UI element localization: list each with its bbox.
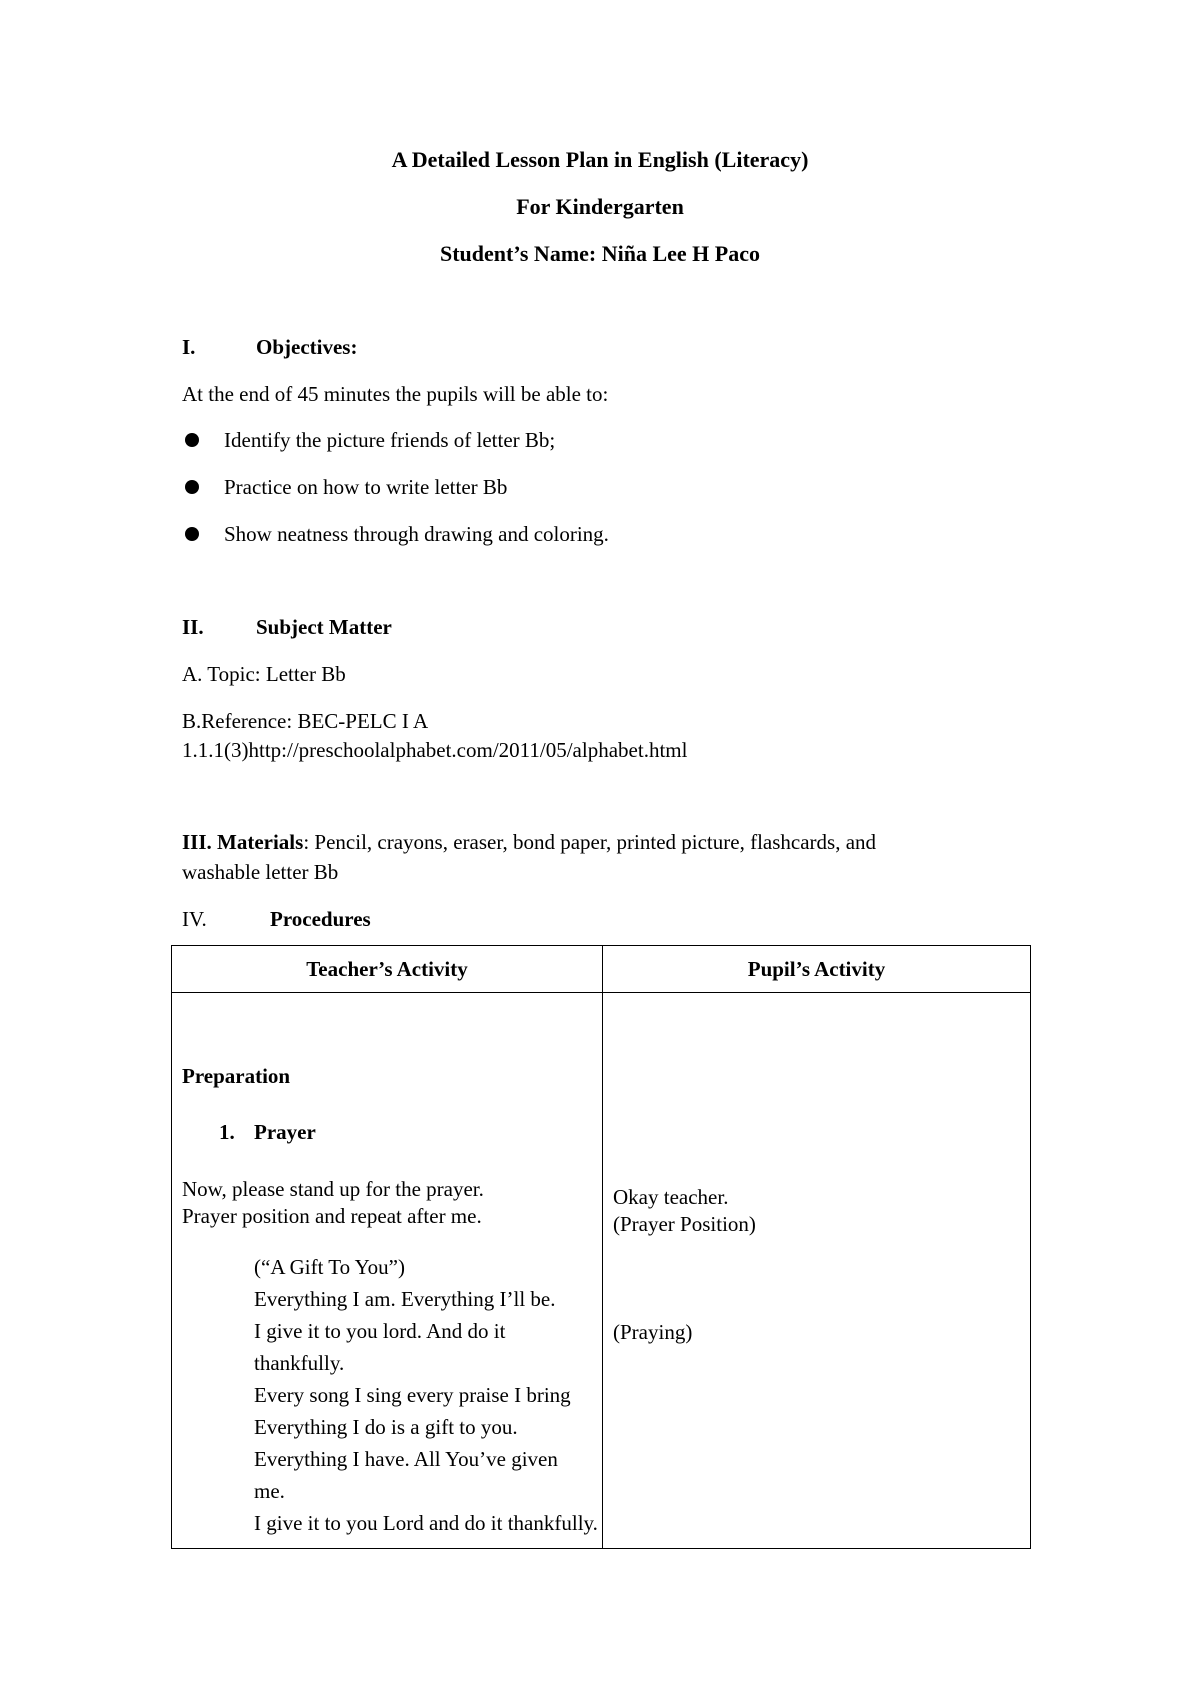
pupil-response: (Prayer Position) [613,1212,756,1236]
bullet-icon [185,480,199,494]
poem-line: I give it to you Lord and do it thankfully. [254,1511,598,1535]
bullet-icon [185,433,199,447]
subject-matter-heading: Subject Matter [256,615,392,639]
materials-line-2: washable letter Bb [182,860,339,884]
teacher-activity-header: Teacher’s Activity [306,957,468,981]
poem-line: Everything I am. Everything I’ll be. [254,1287,556,1311]
pupil-response: (Praying) [613,1320,693,1344]
objective-item: Show neatness through drawing and coloring. [224,522,609,546]
objectives-heading: Objectives: [256,335,358,359]
procedures-number: IV. [182,907,207,931]
subject-matter-number: II. [182,615,204,639]
poem-line: Every song I sing every praise I bring [254,1383,571,1407]
teacher-instruction: Prayer position and repeat after me. [182,1204,482,1228]
reference-url: 1.1.1(3)http://preschoolalphabet.com/2011/05/alphabet.html [182,738,688,762]
prayer-heading: Prayer [254,1120,316,1144]
materials-line [182,829,876,855]
poem-line: thankfully. [254,1351,345,1375]
procedures-table [171,945,1031,1549]
procedures-heading: Procedures [270,907,371,931]
objective-item: Practice on how to write letter Bb [224,475,508,499]
pupil-response: Okay teacher. [613,1185,729,1209]
teacher-instruction: Now, please stand up for the prayer. [182,1177,484,1201]
document-title: A Detailed Lesson Plan in English (Literacy) [391,147,809,172]
teacher-activity-cell [172,993,602,1548]
poem-line: Everything I have. All You’ve given [254,1447,558,1471]
poem-title: (“A Gift To You”) [254,1255,405,1279]
objectives-number: I. [182,335,196,359]
step-number: 1. [219,1120,235,1144]
preparation-heading: Preparation [182,1064,291,1088]
document-subtitle: For Kindergarten [516,194,684,219]
poem-line: me. [254,1479,285,1503]
materials-text: : Pencil, crayons, eraser, bond paper, printed picture, flashcards, and [303,830,877,854]
reference-line: B.Reference: BEC-PELC I A [182,709,429,733]
topic-line: A. Topic: Letter Bb [182,662,346,686]
pupil-activity-header: Pupil’s Activity [747,957,886,981]
materials-label: III. Materials [182,830,304,854]
objective-item: Identify the picture friends of letter Bb; [224,428,556,452]
bullet-icon [185,527,199,541]
student-name: Student’s Name: Niña Lee H Paco [440,241,760,266]
objectives-intro: At the end of 45 minutes the pupils will be able to: [182,382,609,406]
poem-line: I give it to you lord. And do it [254,1319,506,1343]
pupil-activity-cell [603,993,1030,1548]
poem-line: Everything I do is a gift to you. [254,1415,518,1439]
